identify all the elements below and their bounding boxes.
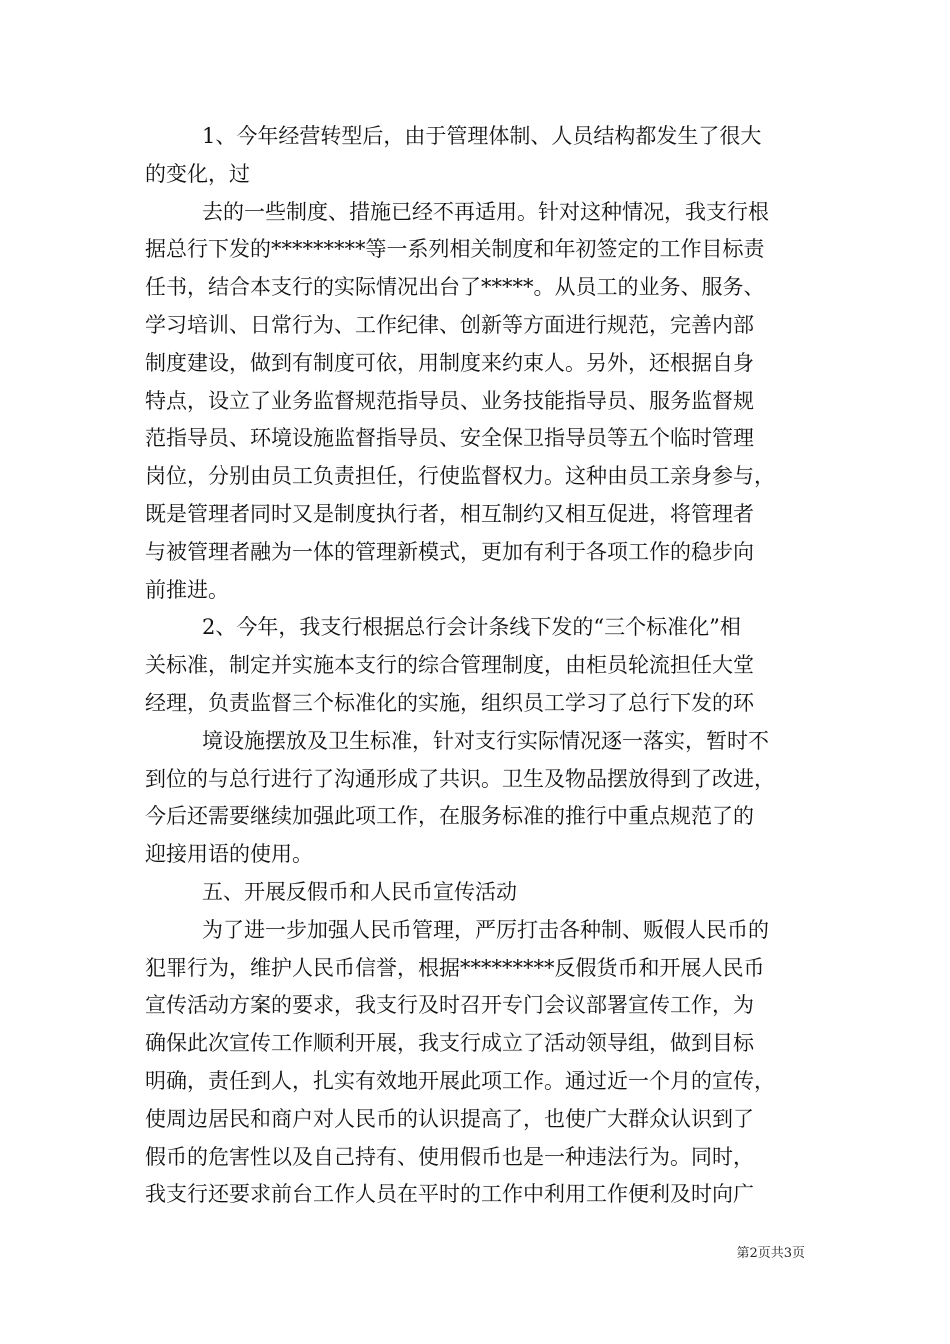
text-line: 既是管理者同时又是制度执行者，相互制约又相互促进，将管理者 [145,501,754,526]
page-number: 第2页共3页 [736,1246,805,1261]
text-line: 经理，负责监督三个标准化的实施，组织员工学习了总行下发的环 [145,690,754,715]
text-line: 据总行下发的*********等一系列相关制度和年初签定的工作目标责 [145,237,765,262]
text-line: 境设施摆放及卫生标准，针对支行实际情况逐一落实，暂时不 [202,728,769,753]
text-line: 与被管理者融为一体的管理新模式，更加有利于各项工作的稳步向 [145,539,754,564]
text-line: 犯罪行为，维护人民币信誉，根据*********反假货币和开展人民币 [145,955,765,980]
text-line: 去的一些制度、措施已经不再适用。针对这种情况，我支行根 [202,199,769,224]
text-line: 学习培训、日常行为、工作纪律、创新等方面进行规范，完善内部 [145,312,754,337]
text-line: 明确，责任到人，扎实有效地开展此项工作。通过近一个月的宣传， [145,1068,775,1093]
text-line: 前推进。 [145,577,229,602]
text-line: 今后还需要继续加强此项工作，在服务标准的推行中重点规范了的 [145,804,754,829]
text-line: 使周边居民和商户对人民币的认识提高了，也使广大群众认识到了 [145,1106,754,1131]
text-line: 任书，结合本支行的实际情况出台了*****。从员工的业务、服务、 [145,275,765,300]
text-line: 宣传活动方案的要求，我支行及时召开专门会议部署宣传工作，为 [145,993,754,1018]
text-line: 我支行还要求前台工作人员在平时的工作中利用工作便利及时向广 [145,1182,754,1207]
text-line: 假币的危害性以及自己持有、使用假币也是一种违法行为。同时， [145,1144,754,1169]
document-body [145,118,810,1214]
text-line: 的变化，过 [145,161,250,186]
text-line: 2、今年，我支行根据总行会计条线下发的“三个标准化”相 [202,615,741,640]
text-line: 范指导员、环境设施监督指导员、安全保卫指导员等五个临时管理 [145,426,754,451]
text-line: 为了进一步加强人民币管理，严厉打击各种制、贩假人民币的 [202,917,769,942]
text-line: 确保此次宣传工作顺利开展，我支行成立了活动领导组，做到目标 [145,1031,754,1056]
text-line: 到位的与总行进行了沟通形成了共识。卫生及物品摆放得到了改进， [145,766,775,791]
text-line: 特点，设立了业务监督规范指导员、业务技能指导员、服务监督规 [145,388,754,413]
text-line: 1、今年经营转型后，由于管理体制、人员结构都发生了很大 [202,124,762,148]
text-line: 岗位，分别由员工负责担任，行使监督权力。这种由员工亲身参与， [145,464,775,489]
text-line: 关标准，制定并实施本支行的综合管理制度，由柜员轮流担任大堂 [145,653,754,678]
text-line: 五、开展反假币和人民币宣传活动 [202,879,517,904]
text-line: 迎接用语的使用。 [145,842,313,867]
text-line: 制度建设，做到有制度可依，用制度来约束人。另外，还根据自身 [145,350,754,375]
